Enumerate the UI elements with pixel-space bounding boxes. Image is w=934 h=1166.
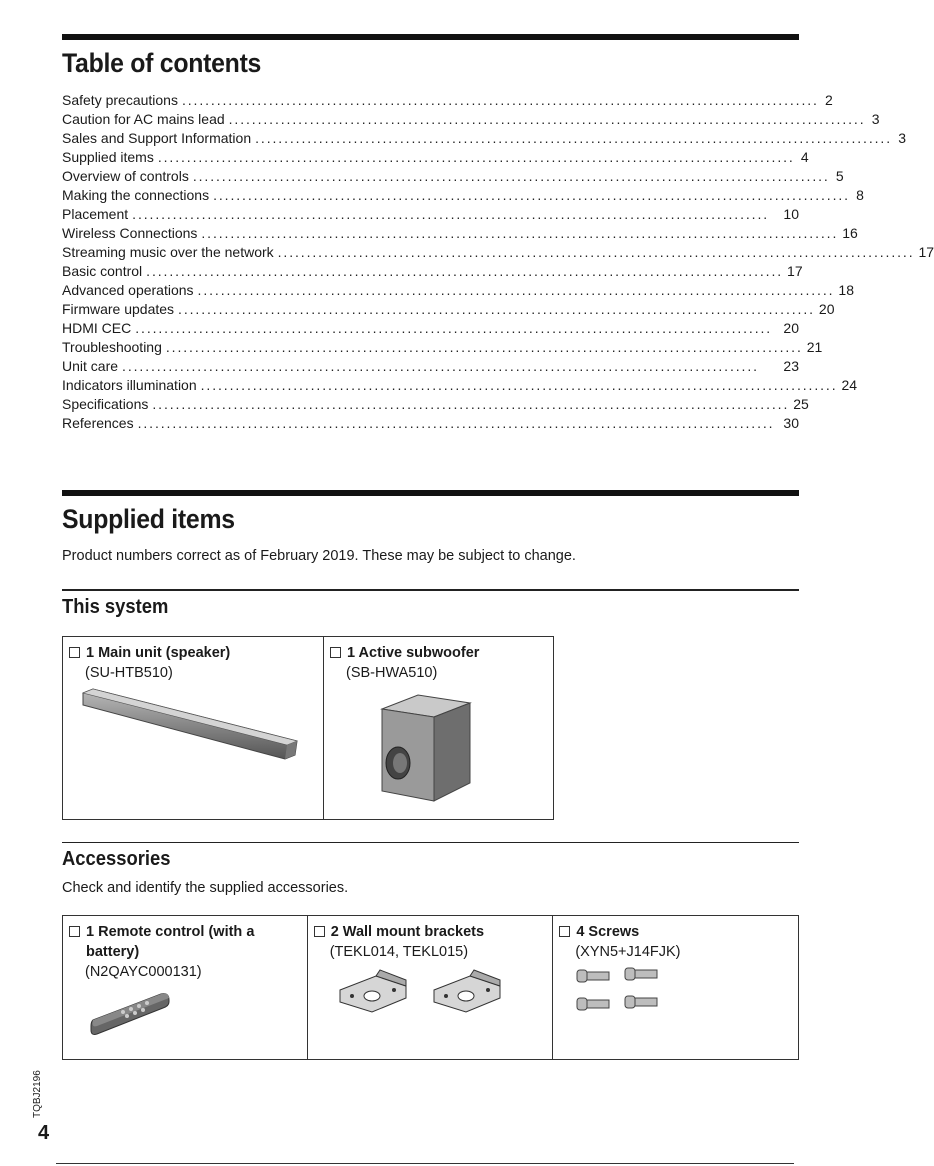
wall-bracket-icon	[314, 962, 524, 1022]
toc-entry-page: 23	[783, 358, 799, 374]
toc-entry-label: Making the connections	[62, 187, 210, 203]
subwoofer-icon	[330, 683, 540, 803]
toc-entry-page: 24	[841, 377, 858, 393]
toc-entry-page: 10	[783, 206, 799, 222]
toc-entry-page: 2	[825, 92, 833, 108]
supplied-title: Supplied items	[62, 504, 235, 534]
toc-entry-label: Firmware updates	[62, 301, 175, 317]
subsection-rule	[62, 842, 799, 844]
toc-entry-page: 3	[871, 111, 880, 127]
toc-entry[interactable]: Indicators illumination .............................................................................................................. 24	[62, 377, 858, 393]
system-items-table	[62, 636, 554, 820]
accessories-note: Check and identify the supplied accessories.	[62, 880, 349, 896]
remote-control-icon	[69, 982, 219, 1042]
toc-entry-page: 3	[898, 130, 906, 146]
item-remote-control: 1 Remote control (with a battery) (N2QAYC000131)	[63, 916, 308, 1060]
toc-entry-label: References	[62, 415, 134, 431]
toc-entry-page: 16	[842, 225, 858, 241]
toc-entry-page: 30	[783, 415, 799, 431]
subsection-rule	[62, 589, 799, 591]
toc-entry-page: 20	[818, 301, 835, 317]
toc-entry-page: 18	[838, 282, 854, 298]
toc-entry-page: 17	[787, 263, 803, 279]
toc-entry-label: Supplied items	[62, 149, 154, 165]
checkbox[interactable]	[330, 647, 341, 658]
page-number: 4	[38, 1122, 50, 1144]
toc-entry-label: Basic control	[62, 263, 143, 279]
toc-entry-label: HDMI CEC	[62, 320, 132, 336]
toc-entry[interactable]: Sales and Support Information .............................................................................................................. 3	[62, 130, 906, 146]
section-rule	[62, 490, 799, 496]
toc-entry-page: 25	[793, 396, 809, 412]
toc-entry[interactable]: Basic control .............................................................................................................. 17	[62, 263, 803, 279]
checkbox[interactable]	[69, 926, 80, 937]
item-main-unit: 1 Main unit (speaker) (SU-HTB510)	[63, 636, 324, 819]
toc-entry-page: 20	[783, 320, 799, 336]
accessories-table	[62, 915, 799, 1060]
toc-entry[interactable]: Firmware updates .............................................................................................................. 20	[62, 301, 835, 317]
toc-entry[interactable]: Troubleshooting .............................................................................................................. 21	[62, 339, 823, 355]
toc-entry-label: Caution for AC mains lead	[62, 111, 225, 127]
toc-entry[interactable]: HDMI CEC .............................................................................................................. 20	[62, 320, 799, 336]
toc-entry[interactable]: Supplied items .............................................................................................................. 4	[62, 149, 809, 165]
toc-entry-label: Sales and Support Information	[62, 130, 252, 146]
toc-entry-page: 5	[835, 168, 844, 184]
accessories-title: Accessories	[62, 848, 171, 870]
toc-entry-page: 21	[806, 339, 823, 355]
item-subwoofer: 1 Active subwoofer (SB-HWA510)	[324, 636, 554, 819]
toc-entry[interactable]: References .............................................................................................................. 30	[62, 415, 799, 431]
toc-title: Table of contents	[62, 48, 262, 78]
checkbox[interactable]	[559, 926, 570, 937]
toc-entry[interactable]: Unit care .............................................................................................................. 23	[62, 358, 799, 374]
item-wall-brackets: 2 Wall mount brackets (TEKL014, TEKL015)	[307, 916, 553, 1060]
screw-icon	[559, 962, 769, 1022]
toc-entry-label: Placement	[62, 206, 129, 222]
toc-entry-label: Troubleshooting	[62, 339, 162, 355]
toc-entry[interactable]: Placement .............................................................................................................. 10	[62, 206, 799, 222]
toc-entry[interactable]: Wireless Connections .............................................................................................................. 16	[62, 225, 858, 241]
toc-entry-page: 4	[800, 149, 809, 165]
toc-entry[interactable]: Specifications .............................................................................................................. 25	[62, 396, 809, 412]
section-rule	[62, 34, 799, 40]
toc-entry[interactable]: Streaming music over the network .............................................................................................................. 17	[62, 244, 934, 260]
footer-rule	[56, 1163, 794, 1164]
toc-entry-label: Safety precautions	[62, 92, 178, 108]
toc-entry[interactable]: Making the connections .............................................................................................................. 8	[62, 187, 864, 203]
toc-list	[62, 92, 934, 434]
toc-entry-label: Advanced operations	[62, 282, 194, 298]
toc-entry-label: Overview of controls	[62, 168, 189, 184]
toc-entry-label: Wireless Connections	[62, 225, 198, 241]
toc-entry-label: Unit care	[62, 358, 119, 374]
system-title: This system	[62, 595, 169, 618]
toc-entry-label: Streaming music over the network	[62, 244, 274, 260]
toc-entry[interactable]: Caution for AC mains lead .............................................................................................................. 3	[62, 111, 880, 127]
item-screws: 4 Screws (XYN5+J14FJK)	[553, 916, 799, 1060]
soundbar-icon	[69, 683, 309, 783]
toc-entry[interactable]: Overview of controls .............................................................................................................. 5	[62, 168, 844, 184]
toc-entry[interactable]: Advanced operations .............................................................................................................. 18	[62, 282, 854, 298]
toc-entry-page: 8	[856, 187, 864, 203]
document-code: TQBJ2196	[32, 1070, 43, 1118]
toc-entry-page: 17	[918, 244, 934, 260]
toc-entry[interactable]: Safety precautions .............................................................................................................. 2	[62, 92, 833, 108]
supplied-intro: Product numbers correct as of February 2019. These may be subject to change.	[62, 548, 576, 564]
page-content	[62, 34, 934, 1060]
toc-entry-label: Specifications	[62, 396, 149, 412]
checkbox[interactable]	[69, 647, 80, 658]
checkbox[interactable]	[314, 926, 325, 937]
toc-entry-label: Indicators illumination	[62, 377, 197, 393]
